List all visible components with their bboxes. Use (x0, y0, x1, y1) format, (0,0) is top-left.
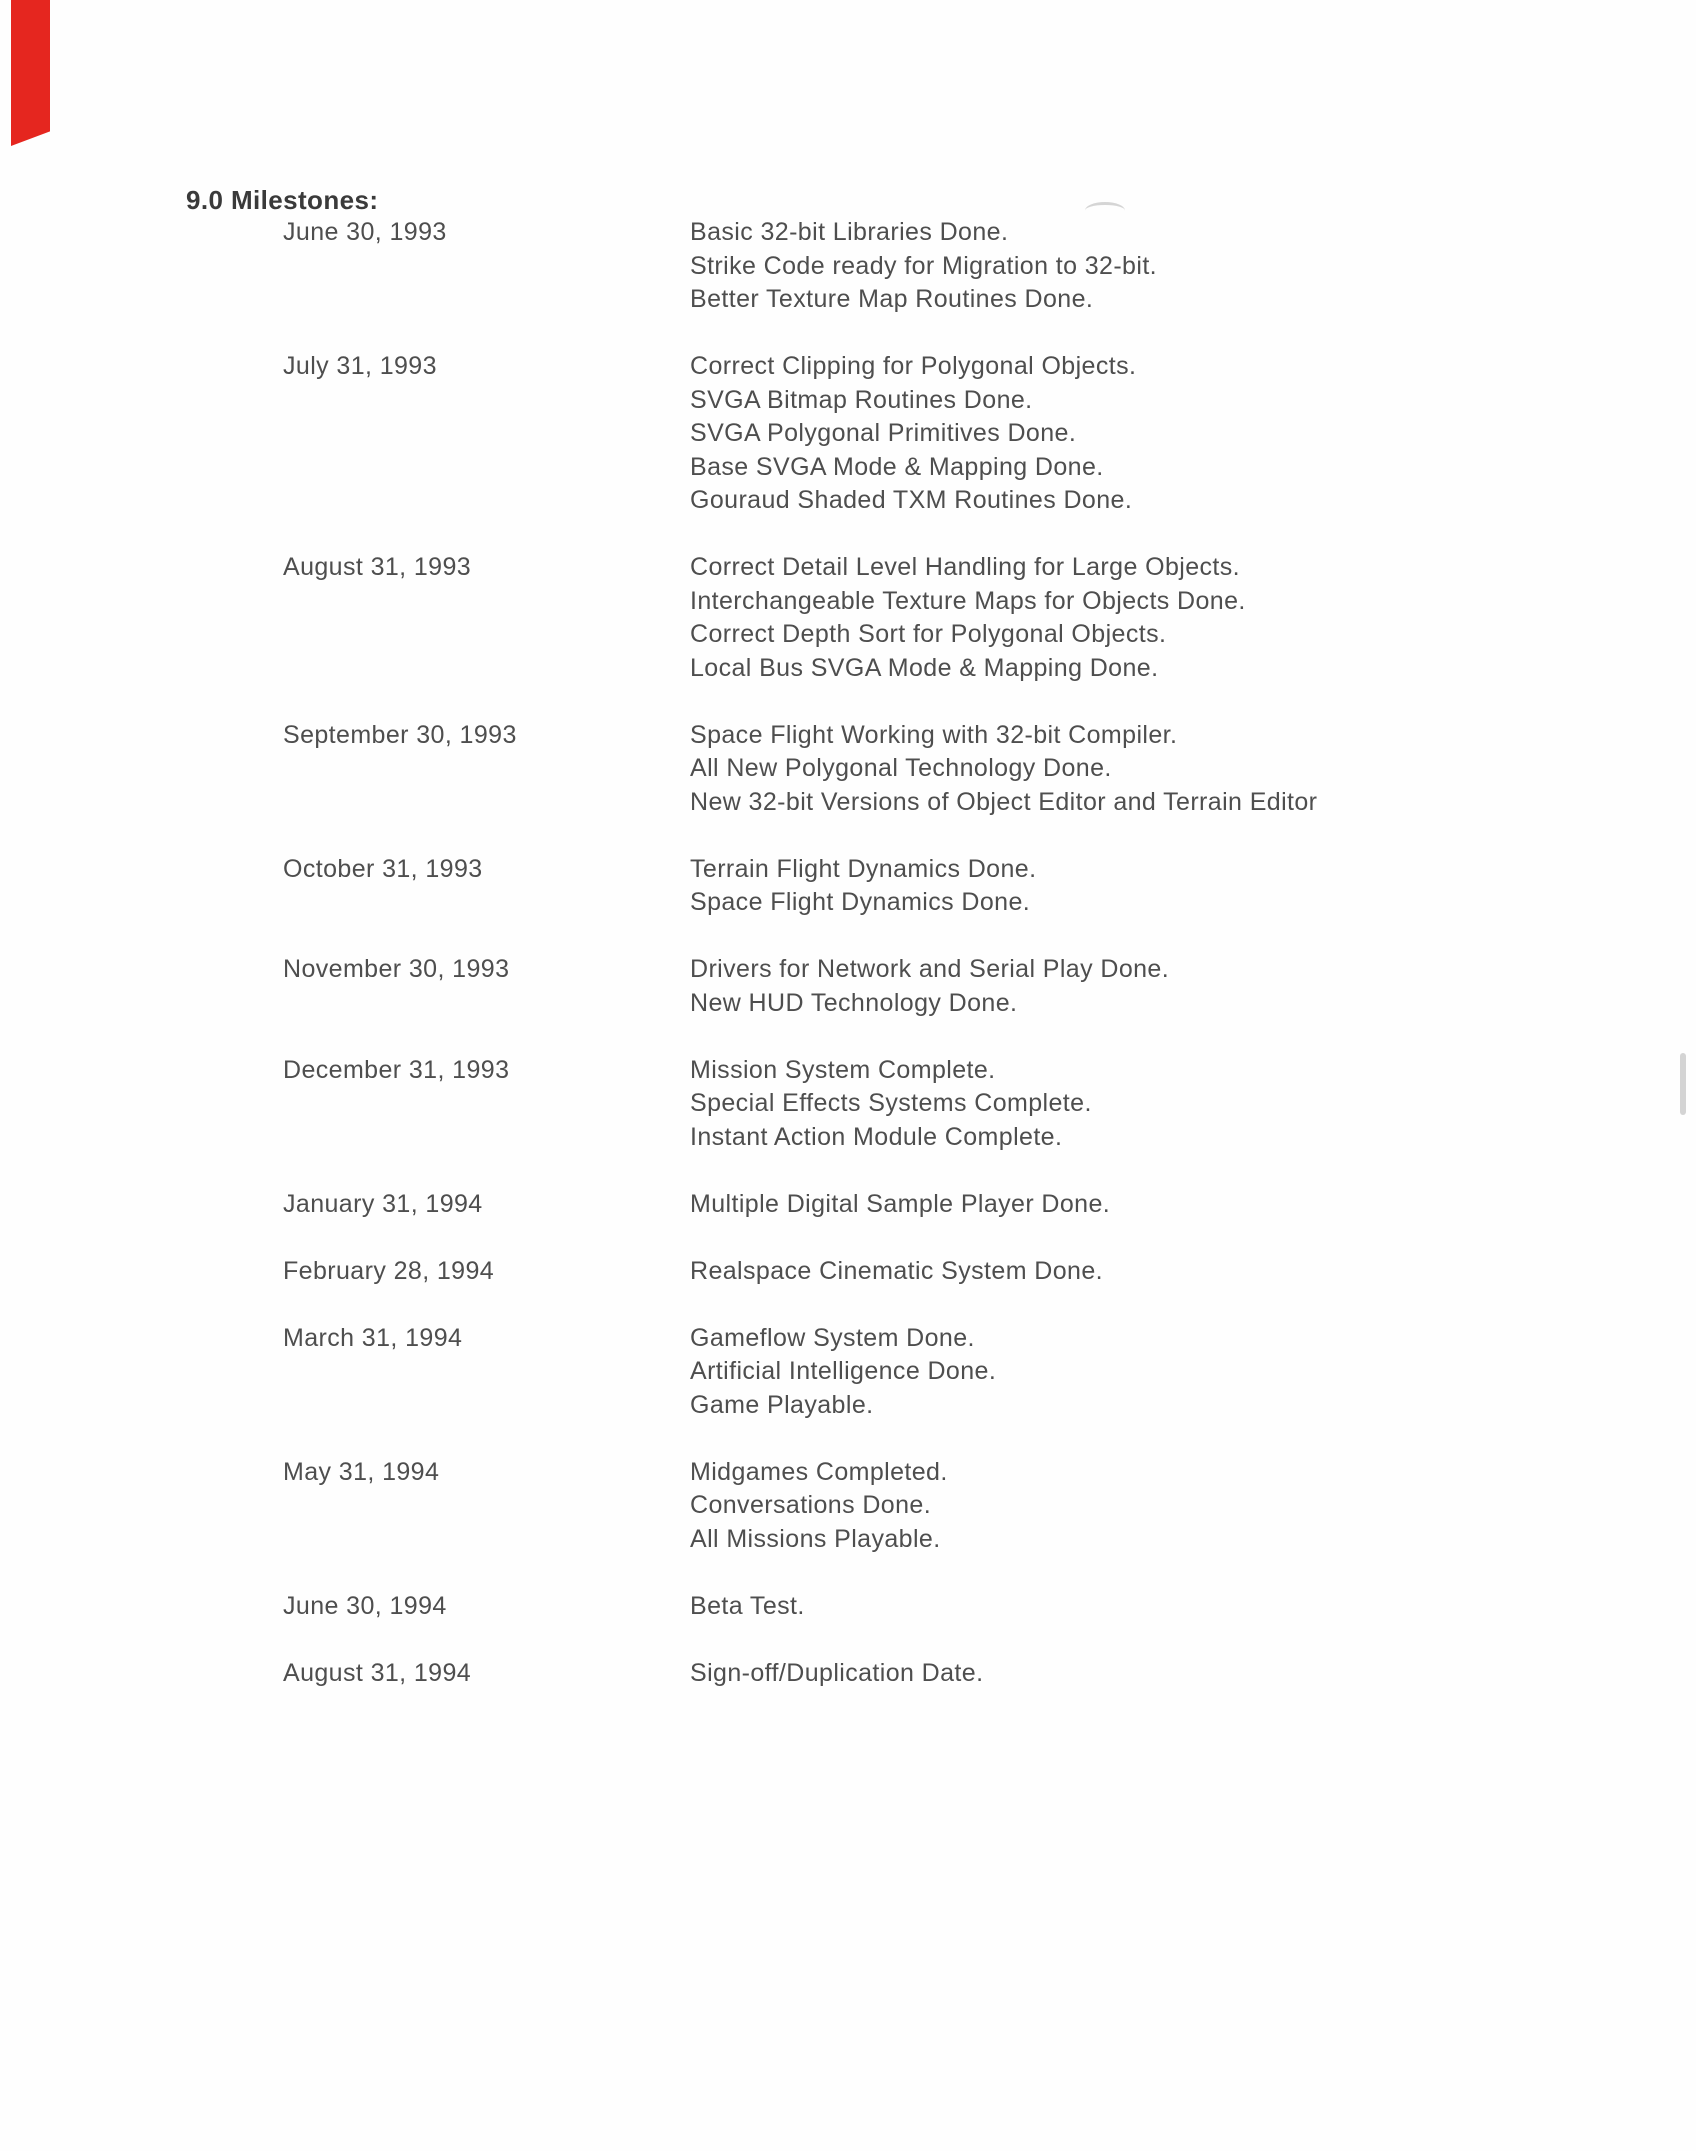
milestone-item: Correct Clipping for Polygonal Objects. (690, 352, 1137, 380)
milestone-items (690, 953, 1169, 1020)
milestone-item: Multiple Digital Sample Player Done. (690, 1189, 1111, 1218)
milestone-item: Gameflow System Done. (690, 1323, 975, 1352)
milestone-items (690, 1255, 1103, 1289)
section-heading: 9.0 Milestones: (186, 185, 379, 215)
milestone-item: SVGA Polygonal Primitives Done. (690, 419, 1077, 447)
milestone-items (690, 216, 1157, 317)
milestone-item: Sign-off/Duplication Date. (690, 1658, 984, 1687)
milestone-row (186, 853, 1606, 920)
milestone-row (186, 350, 1606, 518)
milestone-item: All Missions Playable. (690, 1524, 941, 1553)
milestone-items (690, 1456, 948, 1557)
milestone-items (690, 1322, 996, 1423)
milestone-date: December 31, 1993 (283, 1055, 510, 1084)
milestone-item: Correct Detail Level Handling for Large Objects. (690, 553, 1241, 581)
milestone-row (186, 1657, 1606, 1691)
milestone-item: Beta Test. (690, 1591, 805, 1620)
milestone-date: January 31, 1994 (283, 1189, 483, 1218)
milestone-item: Base SVGA Mode & Mapping Done. (690, 452, 1104, 481)
red-ink-stripe-artifact (11, 0, 50, 146)
milestone-date: June 30, 1993 (283, 218, 447, 246)
milestone-items (690, 1054, 1092, 1155)
milestone-row (186, 1255, 1606, 1289)
milestone-items (690, 1188, 1110, 1222)
milestone-row (186, 1188, 1606, 1222)
milestone-item: Basic 32-bit Libraries Done. (690, 218, 1009, 246)
milestone-item: Special Effects Systems Complete. (690, 1089, 1092, 1117)
milestone-date: March 31, 1994 (283, 1323, 463, 1352)
milestone-item: Local Bus SVGA Mode & Mapping Done. (690, 653, 1159, 682)
milestone-row (186, 551, 1606, 685)
milestone-item: Midgames Completed. (690, 1457, 948, 1486)
milestone-item: Space Flight Dynamics Done. (690, 888, 1031, 916)
milestone-row (186, 1590, 1606, 1624)
milestone-date: November 30, 1993 (283, 955, 510, 983)
milestone-items (690, 853, 1036, 920)
milestone-items (690, 551, 1246, 685)
milestone-item: New 32-bit Versions of Object Editor and Terrain Editor (690, 787, 1318, 816)
milestone-row (186, 1456, 1606, 1557)
milestone-item: Instant Action Module Complete. (690, 1122, 1063, 1151)
milestone-row (186, 216, 1606, 317)
milestone-item: Mission System Complete. (690, 1055, 996, 1084)
milestone-date: August 31, 1994 (283, 1658, 472, 1687)
scan-edge-artifact (1680, 1053, 1686, 1115)
milestone-items (690, 350, 1136, 518)
milestone-item: Artificial Intelligence Done. (690, 1357, 997, 1385)
milestone-items (690, 1590, 805, 1624)
milestone-row (186, 1322, 1606, 1423)
milestone-item: Space Flight Working with 32-bit Compiler. (690, 720, 1178, 749)
milestone-row (186, 1054, 1606, 1155)
milestone-item: Terrain Flight Dynamics Done. (690, 854, 1037, 883)
milestone-item: Better Texture Map Routines Done. (690, 285, 1094, 313)
milestone-items (690, 1657, 983, 1691)
milestone-date: October 31, 1993 (283, 854, 483, 883)
milestone-item: Correct Depth Sort for Polygonal Objects. (690, 620, 1167, 648)
milestone-item: Realspace Cinematic System Done. (690, 1256, 1103, 1285)
milestone-item: SVGA Bitmap Routines Done. (690, 385, 1033, 414)
milestone-item: New HUD Technology Done. (690, 988, 1018, 1017)
milestone-item: All New Polygonal Technology Done. (690, 754, 1112, 782)
milestones-section (186, 184, 1606, 1724)
milestone-date: September 30, 1993 (283, 720, 517, 749)
milestones-list (186, 216, 1606, 1690)
milestone-row (186, 719, 1606, 820)
milestone-date: July 31, 1993 (283, 352, 437, 380)
milestone-item: Conversations Done. (690, 1491, 932, 1519)
milestone-date: May 31, 1994 (283, 1457, 440, 1486)
milestone-items (690, 719, 1317, 820)
milestone-item: Gouraud Shaded TXM Routines Done. (690, 486, 1133, 514)
milestone-row (186, 953, 1606, 1020)
milestone-date: February 28, 1994 (283, 1256, 495, 1285)
milestone-item: Drivers for Network and Serial Play Done. (690, 955, 1170, 983)
milestone-date: June 30, 1994 (283, 1591, 447, 1620)
milestone-item: Interchangeable Texture Maps for Objects Done. (690, 586, 1246, 615)
milestone-date: August 31, 1993 (283, 553, 472, 581)
milestone-item: Game Playable. (690, 1390, 874, 1419)
milestone-item: Strike Code ready for Migration to 32-bit. (690, 251, 1158, 280)
